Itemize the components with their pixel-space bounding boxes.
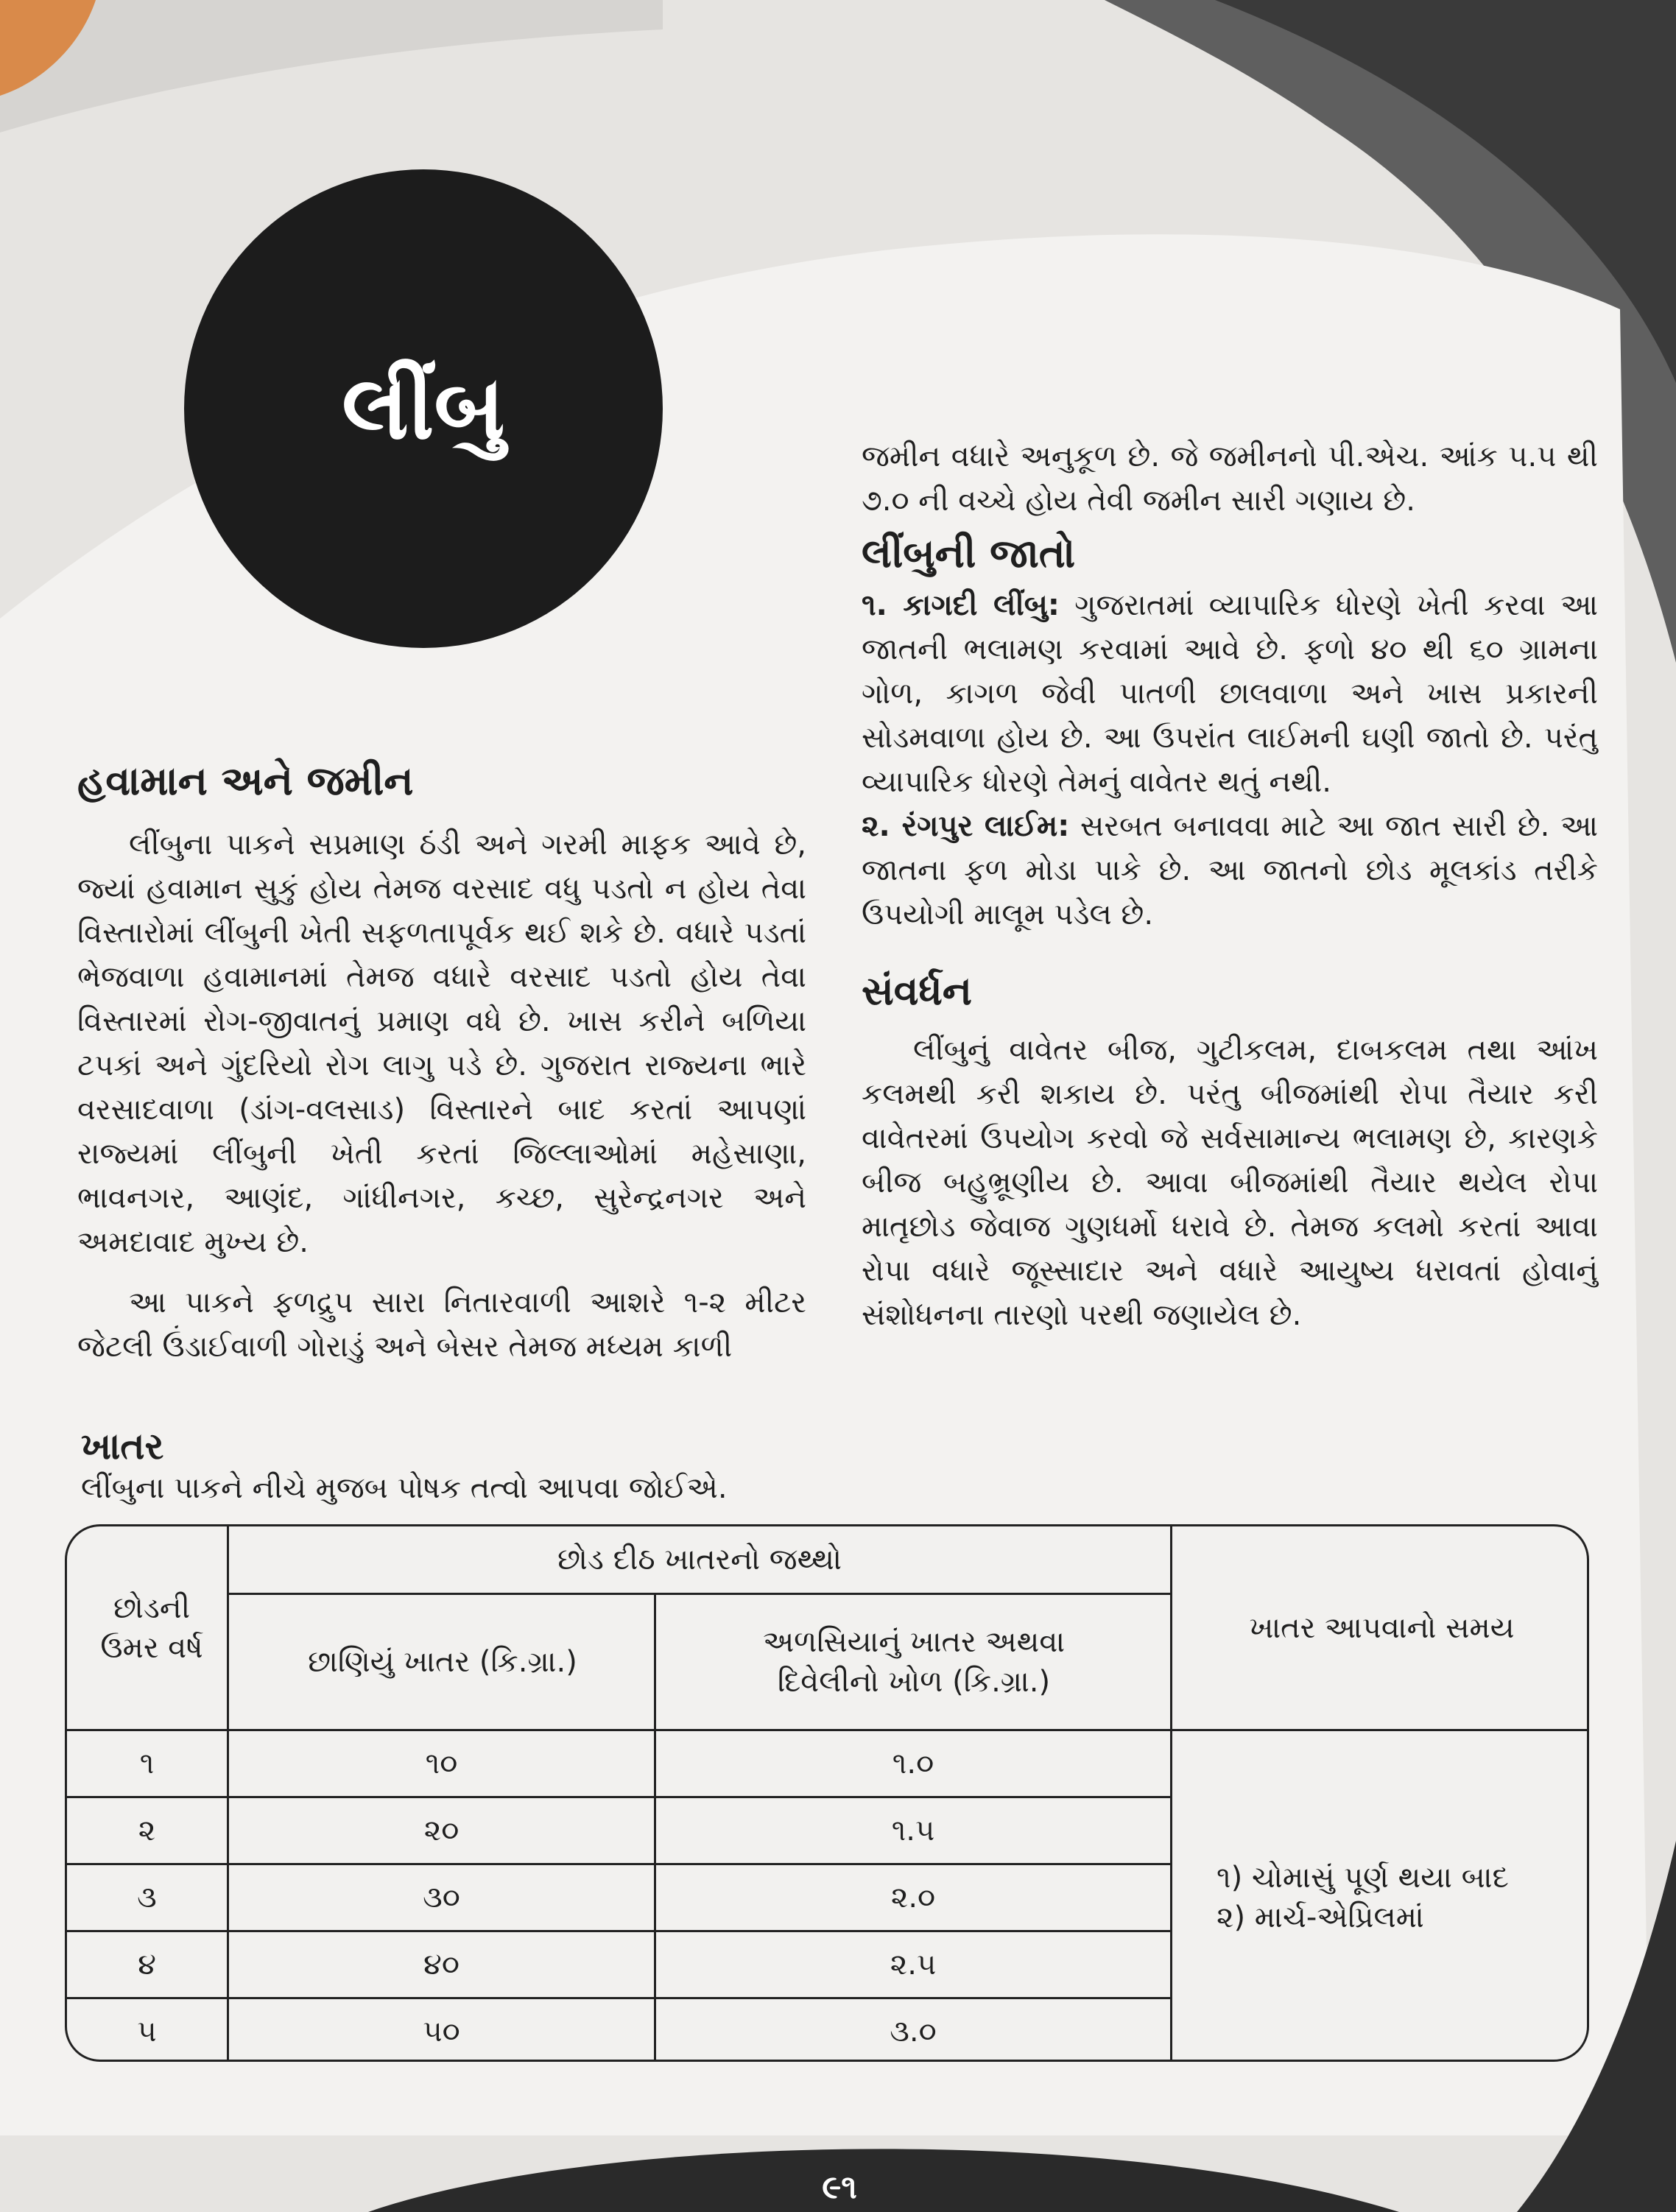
row-2-age: ૨ xyxy=(138,1814,156,1848)
soil-intro: જમીન વધારે અનુકૂળ છે. જે જમીનનો પી.એચ. આંક ૫.૫ થી ૭.૦ ની વચ્ચે હોય તેવી જમીન સારી ગણાય છે. xyxy=(862,440,1598,518)
fertilizer-table xyxy=(65,1524,1589,2062)
row-4-age: ૪ xyxy=(138,1948,156,1982)
climate-paragraph-1: લીંબુના પાકને સપ્રમાણ ઠંડી અને ગરમી માફક આવે છે, જ્યાં હવામાન સુકું હોય તેમજ વરસાદ વધુ પડતો ન હોય તેવા વિસ્તારોમાં લીંબુની ખેતી સફળતાપૂર્વક થઈ શકે છે. વધારે પડતાં ભેજવાળા હવામાનમાં તેમજ વધારે વરસાદ પડતો હોય તેવા વિસ્તારમાં રોગ-જીવાતનું પ્રમાણ વધે છે. ખાસ કરીને બળિયા ટપકાં અને ગુંદરિયો રોગ લાગુ પડે છે. ગુજરાત રાજ્યના ભારે વરસાદવાળા (ડાંગ-વલસાડ) વિસ્તારને બાદ કરતાં આપણાં રાજ્યમાં લીંબુની ખેતી કરતાં જિલ્લાઓમાં મહેસાણા, ભાવનગર, આણંદ, ગાંધીનગર, કચ્છ, સુરેન્દ્રનગર અને અમદાવાદ મુખ્ય છે. xyxy=(77,828,806,1259)
page-number: ૯૧ xyxy=(822,2169,857,2206)
row-5-manure: ૫૦ xyxy=(423,2015,460,2049)
propagation-heading: સંવર્ધન xyxy=(862,968,973,1014)
row-2-cake: ૧.૫ xyxy=(891,1814,935,1848)
fertilizer-subtitle: લીંબુના પાકને નીચે મુજબ પોષક તત્વો આપવા જોઈએ. xyxy=(81,1471,728,1505)
title-circle xyxy=(184,169,663,648)
time-line-1: ૧) ચોમાસું પૂર્ણ થયા બાદ xyxy=(1216,1861,1509,1895)
right-column xyxy=(862,434,1598,1337)
row-3-age: ૩ xyxy=(137,1881,157,1915)
row-1-cake: ૧.૦ xyxy=(892,1747,934,1780)
left-column xyxy=(77,755,806,1369)
row-5-age: ૫ xyxy=(137,2015,157,2049)
variety-2 xyxy=(862,804,1598,937)
variety-1-label: ૧. કાગદી લીંબુ: xyxy=(862,588,1060,622)
page-title: લીંબુ xyxy=(342,357,505,459)
variety-1 xyxy=(862,583,1598,804)
header-vermicompost: અળસિયાનું ખાતર અથવા દિવેલીનો ખોળ (કિ.ગ્રા.) xyxy=(762,1625,1066,1699)
propagation-text: લીંબુનું વાવેતર બીજ, ગુટીકલમ, દાબકલમ તથા આંખ કલમથી કરી શકાય છે. પરંતુ બીજમાંથી રોપા તૈયાર કરી વાવેતરમાં ઉપયોગ કરવો જે સર્વસામાન્ય ભલામણ છે, કારણકે બીજ બહુભ્રૂણીય છે. આવા બીજમાંથી તૈયાર થયેલ રોપા માતૃછોડ જેવાજ ગુણધર્મો ધરાવે છે. તેમજ કલમો કરતાં આવા રોપા વધારે જૂસ્સાદાર અને વધારે આયુષ્ય ધરાવતાં હોવાનું સંશોધનના તારણો પરથી જણાયેલ છે. xyxy=(862,1033,1598,1332)
row-3-cake: ૨.૦ xyxy=(890,1881,936,1915)
variety-1-text: ગુજરાતમાં વ્યાપારિક ધોરણે ખેતી કરવા આ જાતની ભલામણ કરવામાં આવે છે. ફળો ૪૦ થી ૬૦ ગ્રામના ગોળ, કાગળ જેવી પાતળી છાલવાળા અને ખાસ પ્રકારની સોડમવાળા હોય છે. આ ઉપરાંત લાઈમની ઘણી જાતો છે. પરંતુ વ્યાપારિક ધોરણે તેમનું વાવેતર થતું નથી. xyxy=(862,588,1599,799)
variety-2-text: સરબત બનાવવા માટે આ જાત સારી છે. આ જાતના ફળ મોડા પાકે છે. આ જાતનો છોડ મૂલકાંડ તરીકે ઉપયોગી માલૂમ પડેલ છે. xyxy=(862,809,1598,931)
time-line-2: ૨) માર્ચ-એપ્રિલમાં xyxy=(1216,1901,1424,1934)
row-2-manure: ૨૦ xyxy=(423,1814,460,1848)
row-1-manure: ૧૦ xyxy=(425,1747,458,1780)
header-manure: છાણિયું ખાતર (કિ.ગ્રા.) xyxy=(308,1645,577,1679)
row-3-manure: ૩૦ xyxy=(423,1881,460,1915)
row-1-age: ૧ xyxy=(139,1747,155,1780)
climate-paragraph-2: આ પાકને ફળદ્રુપ સારા નિતારવાળી આશરે ૧-૨ મીટર જેટલી ઉંડાઈવાળી ગોરાડું અને બેસર તેમજ મધ્યમ કાળી xyxy=(77,1286,806,1364)
varieties-heading: લીંબુની જાતો xyxy=(862,530,1076,577)
application-time-cell xyxy=(1172,1731,1589,2062)
climate-heading: હવામાન અને જમીન xyxy=(77,758,414,804)
row-4-cake: ૨.૫ xyxy=(890,1948,937,1982)
variety-2-label: ૨. રંગપુર લાઈમ: xyxy=(862,809,1070,843)
fertilizer-heading: ખાતર xyxy=(81,1425,164,1468)
row-5-cake: ૩.૦ xyxy=(890,2015,937,2049)
header-application-time: ખાતર આપવાનો સમય xyxy=(1249,1610,1515,1645)
header-fertilizer-quantity: છોડ દીઠ ખાતરનો જથ્થો xyxy=(557,1543,842,1577)
row-4-manure: ૪૦ xyxy=(423,1948,460,1982)
header-plant-age: છોડની ઉમર વર્ષ xyxy=(100,1591,203,1665)
